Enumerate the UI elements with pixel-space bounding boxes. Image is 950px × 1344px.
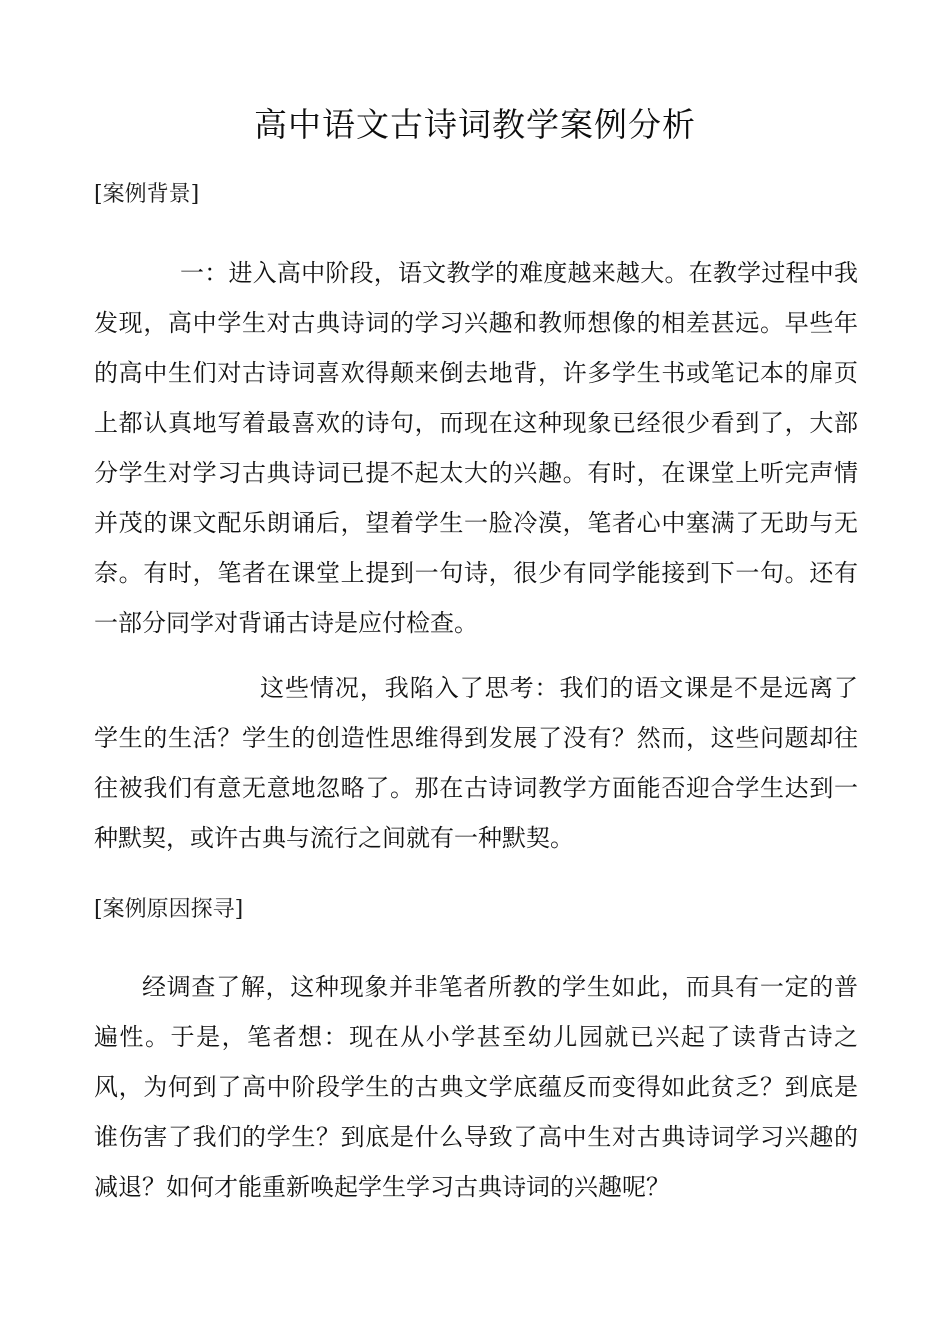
paragraph-background-1: 一：进入高中阶段，语文教学的难度越来越大。在教学过程中我发现，高中学生对古典诗词的学习兴趣和教师想像的相差甚远。早些年的高中生们对古诗词喜欢得颠来倒去地背，许多学生书或笔记本的扉页上都认真地写着最喜欢的诗句，而现在这种现象已经很少看到了，大部分学生对学习古典诗词已提不起太大的兴趣。有时，在课堂上听完声情并茂的课文配乐朗诵后，望着学生一脸冷漠，笔者心中塞满了无助与无奈。有时，笔者在课堂上提到一句诗，很少有同学能接到下一句。还有一部分同学对背诵古诗是应付检查。 [94,259,858,637]
section-heading-background: [案例背景] [94,182,200,207]
paragraph-background-2: 这些情况，我陷入了思考：我们的语文课是不是远离了学生的生活？学生的创造性思维得到发展了没有？然而，这些问题却往往被我们有意无意地忽略了。那在古诗词教学方面能否迎合学生达到一种默契，或许古典与流行之间就有一种默契。 [94,674,858,852]
document-title: 高中语文古诗词教学案例分析 [254,105,696,144]
paragraph-cause-1: 经调查了解，这种现象并非笔者所教的学生如此，而具有一定的普遍性。于是，笔者想：现在从小学甚至幼儿园就已兴起了读背古诗之风，为何到了高中阶段学生的古典文学底蕴反而变得如此贫乏？到底是谁伤害了我们的学生？到底是什么导致了高中生对古典诗词学习兴趣的减退？如何才能重新唤起学生学习古典诗词的兴趣呢？ [94,973,858,1201]
section-heading-cause: [案例原因探寻] [94,897,244,922]
